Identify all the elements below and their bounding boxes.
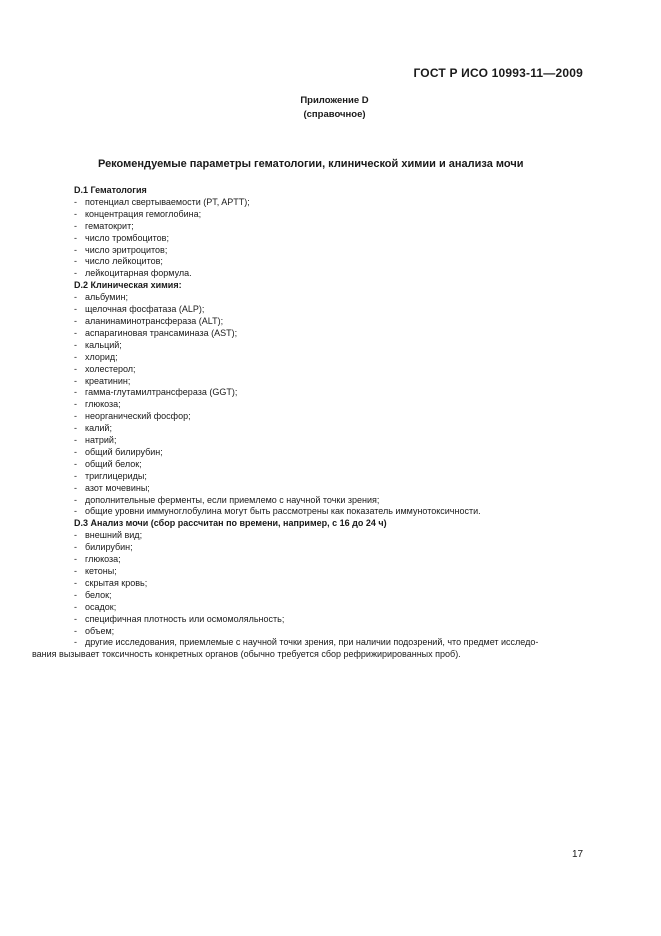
section-number: D.1 [74,185,89,195]
list-item: - специфичная плотность или осмомоляльность; [74,613,285,624]
appendix-subtitle: (справочное) [303,109,366,120]
list-item: - белок; [74,589,112,600]
document-title: Рекомендуемые параметры гематологии, клинической химии и анализа мочи [98,158,524,170]
list-item: - общие уровни иммуноглобулина могут быть рассмотрены как показатель иммунотоксичности. [74,506,481,517]
list-item: - число лейкоцитов; [74,256,163,267]
list-item: - альбумин; [74,292,128,303]
wrapped-line-2: вания вызывает токсичность конкретных органов (обычно требуется сбор рефрижирированных проб). [32,649,461,660]
list-item: - неорганический фосфор; [74,411,191,422]
list-item: - осадок; [74,601,117,612]
list-item: - скрытая кровь; [74,577,148,588]
appendix-heading [0,94,661,122]
list-item: - дополнительные ферменты, если приемлемо с научной точки зрения; [74,494,380,505]
standard-number-header: ГОСТ Р ИСО 10993-11—2009 [413,66,583,80]
appendix-title: Приложение D [300,95,369,106]
list-item: - гематокрит; [74,220,134,231]
section-heading-clinical-chemistry [74,280,584,292]
section-heading-urinalysis [74,518,584,530]
list-item: - общий билирубин; [74,446,163,457]
section-number: D.2 [74,280,89,291]
page-number: 17 [572,849,584,860]
list-item: - триглицериды; [74,470,147,481]
list-item: - щелочная фосфатаза (ALP); [74,304,205,315]
list-item: - аланинаминотрансфераза (ALT); [74,315,224,326]
list-item: - натрий; [74,435,117,446]
wrapped-line-1: другие исследования, приемлемые с научной точки зрения, при наличии подозрений, что предмет исследо- [85,637,539,648]
section-title: Гематология [90,185,147,195]
list-item: - кальций; [74,339,122,350]
section-title: Клиническая химия: [90,280,182,291]
list-item: - число тромбоцитов; [74,232,169,243]
list-item-wrapped: - другие исследования, приемлемые с научной точки зрения, при наличии подозрений, что предмет исследо- [74,637,539,648]
list-item: - креатинин; [74,375,131,386]
list-item: - объем; [74,625,115,636]
list-item: - общий белок; [74,458,142,469]
list-item: - билирубин; [74,542,133,553]
section-heading-hematology [74,185,584,197]
section-title: Анализ мочи (сбор рассчитан по времени, например, с 16 до 24 ч) [90,518,387,529]
list-item: - глюкоза; [74,554,121,565]
section-number: D.3 [74,518,89,529]
list-item: - число эритроцитов; [74,244,168,255]
list-item: - гамма-глутамилтрансфераза (GGT); [74,387,238,398]
list-item: - калий; [74,423,112,434]
document-body [32,185,584,661]
list-item-continuation [32,649,584,661]
list-item: - концентрация гемоглобина; [74,208,202,219]
list-item: - аспарагиновая трансаминаза (AST); [74,327,238,338]
list-item: - хлорид; [74,351,118,362]
list-item: - глюкоза; [74,399,121,410]
list-item: - лейкоцитарная формула. [74,268,192,279]
list-item: - кетоны; [74,566,117,576]
list-item: - холестерол; [74,363,136,374]
list-item: - азот мочевины; [74,482,150,493]
list-item: - потенциал свертываемости (PT, APTT); [74,196,250,207]
list-item: - внешний вид; [74,530,143,541]
